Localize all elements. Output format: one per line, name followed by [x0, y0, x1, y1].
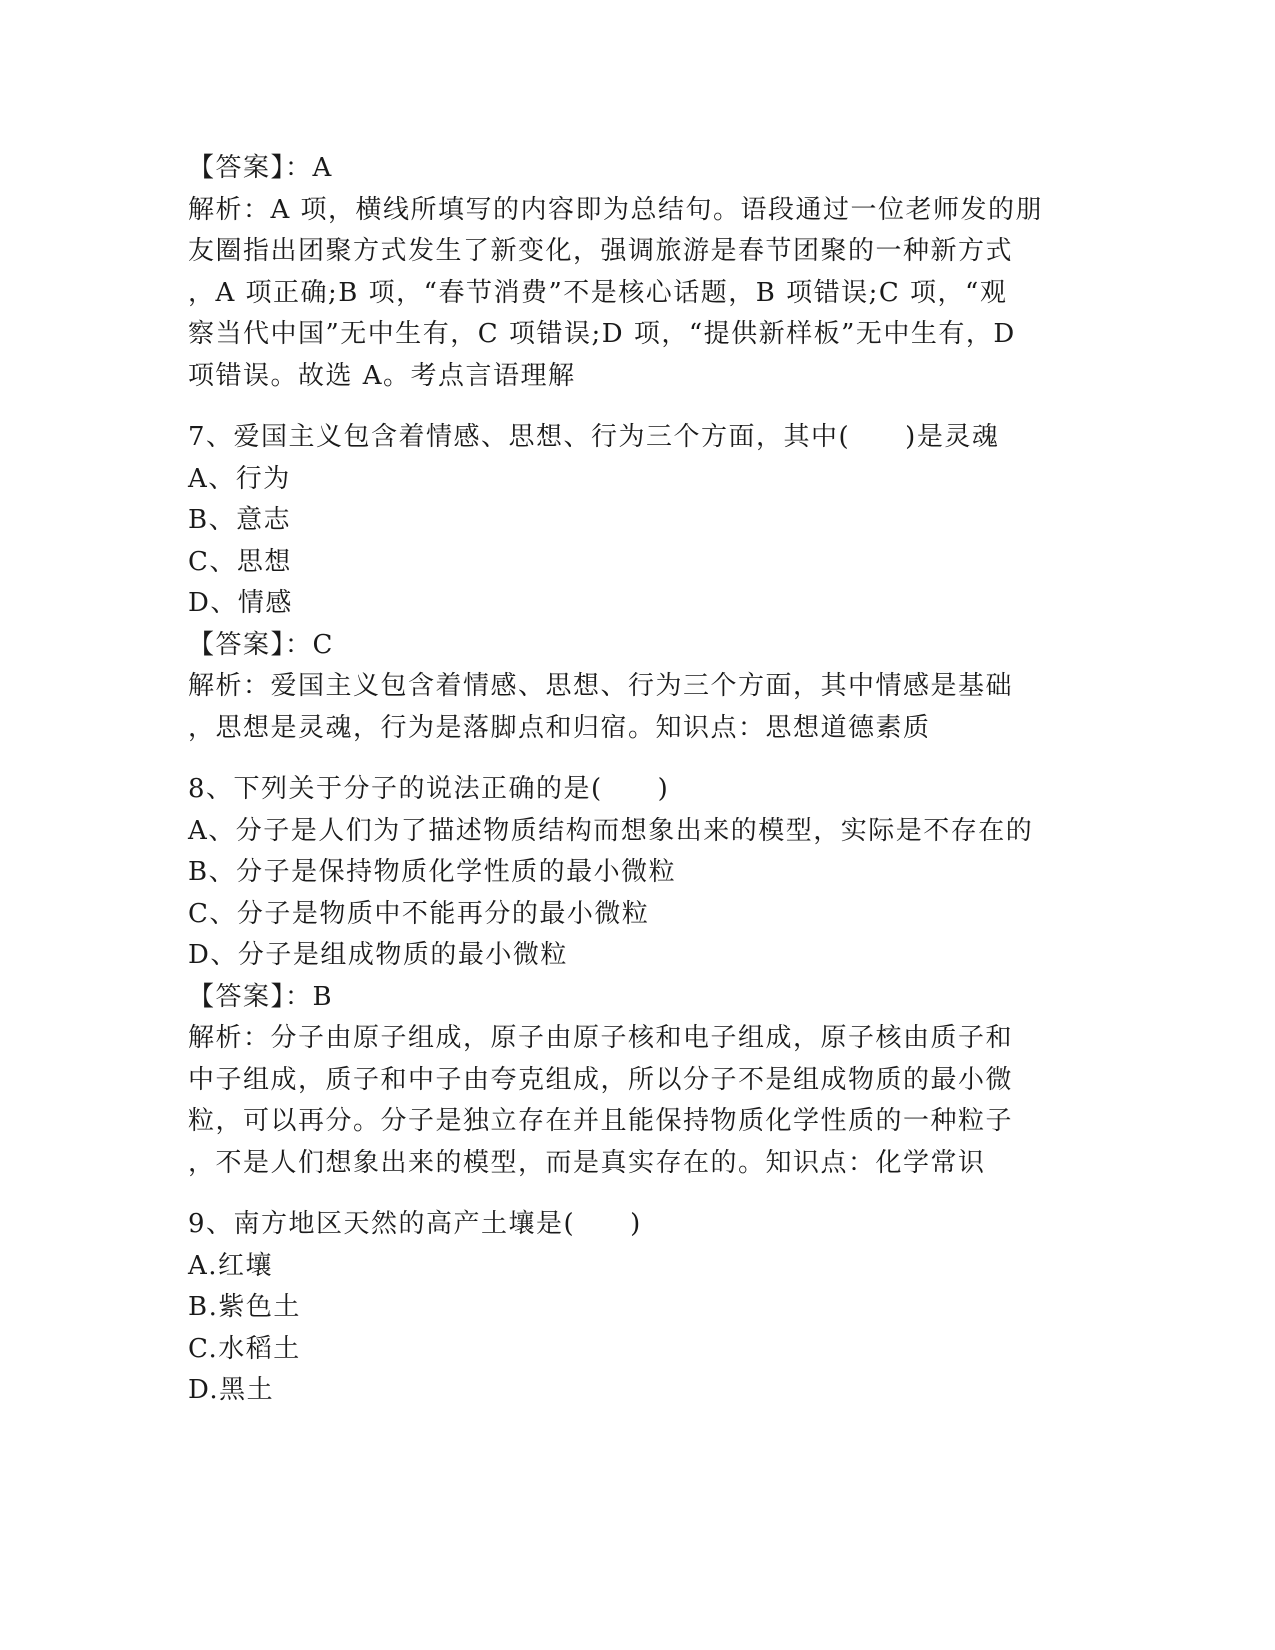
spacer — [188, 397, 1088, 417]
q8-analysis-line: ，不是人们想象出来的模型，而是真实存在的。知识点：化学常识 — [188, 1147, 986, 1178]
q7-option: D、情感 — [188, 588, 293, 618]
q9-option: A.红壤 — [188, 1250, 274, 1281]
q9-option: D.黑土 — [188, 1375, 275, 1405]
q6-analysis-line: 察当代中国”无中生有，C 项错误;D 项，“提供新样板”无中生有，D — [188, 319, 1016, 349]
spacer — [188, 749, 1088, 769]
q8-analysis-line: 中子组成，质子和中子由夸克组成，所以分子不是组成物质的最小微 — [188, 1064, 1014, 1095]
q6-analysis-line: ，A 项正确;B 项，“春节消费”不是核心话题，B 项错误;C 项，“观 — [188, 277, 1008, 308]
q6-analysis-line: 项错误。故选 A。考点言语理解 — [188, 360, 576, 391]
q9-option: C.水稻土 — [188, 1333, 301, 1364]
q9-stem: 9、南方地区天然的高产土壤是( ) — [188, 1209, 642, 1239]
q8-stem: 8、下列关于分子的说法正确的是( ) — [188, 774, 670, 804]
q7-option: B、意志 — [188, 505, 292, 535]
q7-option: A、行为 — [188, 463, 291, 494]
q8-option: A、分子是人们为了描述物质结构而想象出来的模型，实际是不存在的 — [188, 815, 1034, 846]
q6-analysis-line: 友圈指出团聚方式发生了新变化，强调旅游是春节团聚的一种新方式 — [188, 236, 1014, 266]
q7-analysis-line: ，思想是灵魂，行为是落脚点和归宿。知识点：思想道德素质 — [188, 712, 931, 743]
q8-analysis-line: 粒，可以再分。分子是独立存在并且能保持物质化学性质的一种粒子 — [188, 1106, 1014, 1136]
q6-answer: 【答案】：A — [188, 153, 333, 183]
spacer — [188, 1184, 1088, 1204]
q8-option: B、分子是保持物质化学性质的最小微粒 — [188, 857, 677, 887]
q8-option: D、分子是组成物质的最小微粒 — [188, 940, 568, 970]
q6-analysis-line: 解析：A 项，横线所填写的内容即为总结句。语段通过一位老师发的朋 — [188, 194, 1044, 225]
q8-option: C、分子是物质中不能再分的最小微粒 — [188, 898, 650, 929]
q9-option: B.紫色土 — [188, 1292, 301, 1322]
q8-answer: 【答案】：B — [188, 981, 334, 1012]
q8-analysis-line: 解析：分子由原子组成，原子由原子核和电子组成，原子核由质子和 — [188, 1023, 1014, 1053]
q7-stem: 7、爱国主义包含着情感、思想、行为三个方面，其中( )是灵魂 — [188, 422, 1000, 452]
document-page — [188, 148, 1088, 1412]
q7-option: C、思想 — [188, 546, 292, 577]
q7-answer: 【答案】：C — [188, 629, 334, 660]
q7-analysis-line: 解析：爱国主义包含着情感、思想、行为三个方面，其中情感是基础 — [188, 671, 1014, 701]
